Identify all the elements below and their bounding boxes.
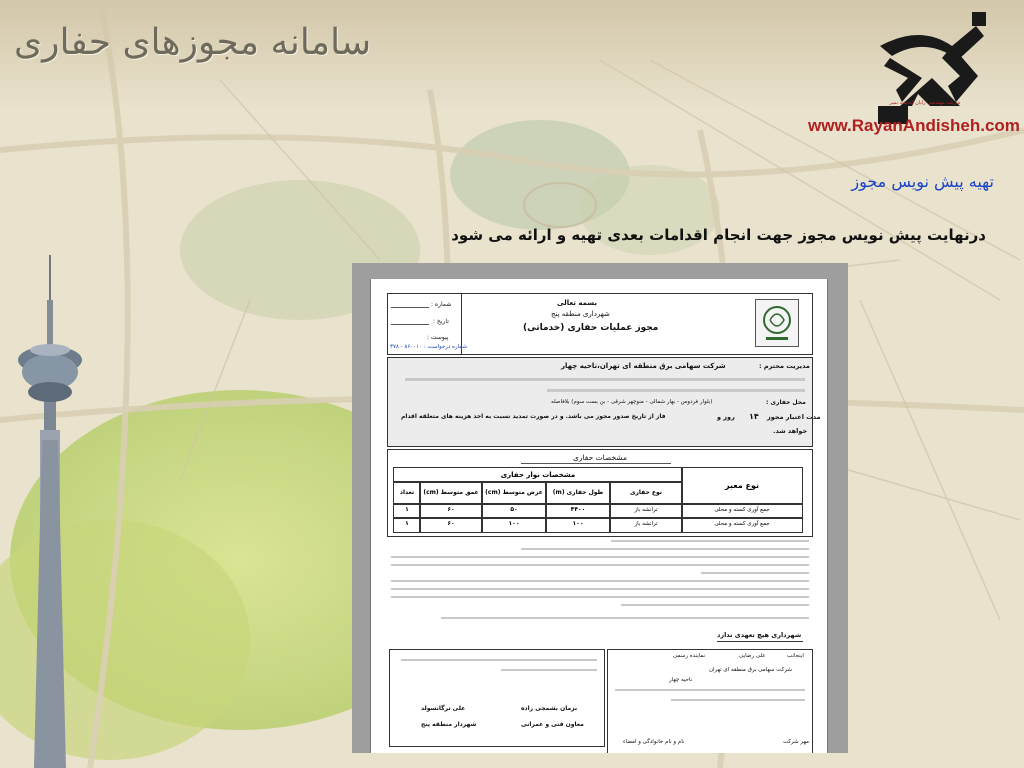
validity-end: خواهد شد. — [773, 427, 808, 435]
signature-box-right — [607, 649, 813, 753]
date-label: تاریخ : — [433, 318, 449, 325]
signer-role-1: معاون فنی و عمرانی — [521, 721, 584, 728]
text-line — [671, 699, 805, 701]
text-line — [391, 580, 809, 582]
form-title: مجوز عملیات حفاری (خدماتی) — [523, 323, 659, 333]
col-dig-type: نوع حفاری — [609, 481, 683, 505]
col-length: طول حفاری (m) — [545, 481, 611, 505]
signer-role-2: شهردار منطقه پنج — [421, 721, 477, 728]
tehran-municipality-emblem — [755, 299, 799, 347]
location-value: (بلوار فردوس - بهار شمالی - منوچهر شرقی - بن بست سوم) بلافاصله — [551, 399, 713, 405]
family-signature: نام و نام خانوادگی و امضاء — [623, 739, 685, 745]
text-line — [391, 596, 809, 598]
table-row-1-width: ۵۰ — [481, 503, 547, 519]
text-line — [701, 572, 809, 574]
validity-days: ۱۴ — [749, 412, 759, 421]
table-row-2-length: ۱۰۰ — [545, 517, 611, 533]
number-field-line — [391, 307, 429, 308]
table-row-2-depth: ۶۰ — [419, 517, 483, 533]
company-name: شرکت سهامی برق منطقه ای تهران — [709, 667, 792, 673]
table-row-2-width: ۱۰۰ — [481, 517, 547, 533]
text-line — [391, 564, 809, 566]
text-line — [547, 389, 805, 392]
municipality-name: شهرداری منطقه پنج — [551, 310, 610, 318]
slide-title: سامانه مجوزهای حفاری — [14, 22, 372, 63]
commitment-underline — [717, 641, 803, 642]
col-width: عرض متوسط (cm) — [481, 481, 547, 505]
company-url: www.RayanAndisheh.com — [808, 116, 1020, 135]
signature-box-left — [389, 649, 605, 747]
text-line — [521, 548, 809, 550]
specs-title-underline — [521, 463, 671, 464]
text-line — [391, 588, 809, 590]
signer-name-1: بزمان بشمجی زاده — [521, 705, 578, 712]
validity-unit: روز و — [717, 413, 735, 421]
table-row-1-length: ۴۴۰۰ — [545, 503, 611, 519]
col-count: تعداد — [393, 481, 421, 505]
col-depth: عمق متوسط (cm) — [419, 481, 483, 505]
district-name: ناحیه چهار — [669, 677, 693, 683]
logo-company-name: شرکت مهندسی رایان اندیشه نمیر — [889, 100, 961, 106]
text-line — [615, 689, 805, 691]
table-row-1-depth: ۶۰ — [419, 503, 483, 519]
permit-document-page — [370, 279, 828, 753]
table-row-1-count: ۱ — [393, 503, 421, 519]
request-number: شماره درخواست : ۸۶۰۰۱۰ - ۳۷۸ — [390, 344, 468, 350]
signer-name-2: علی ترگانسولد — [421, 705, 466, 712]
text-line — [621, 604, 809, 606]
text-line — [501, 669, 597, 671]
text-line — [611, 540, 809, 542]
table-row-1-route: جمع آوری کسته و محلی — [681, 503, 803, 519]
attachment-label: پیوست : — [427, 334, 449, 341]
section-title: تهیه پیش نویس مجوز — [851, 172, 994, 191]
table-row-2-count: ۱ — [393, 517, 421, 533]
date-field-line — [391, 324, 429, 325]
representative-role: نماینده رسمی — [673, 653, 706, 659]
location-label: محل حفاری : — [766, 399, 806, 406]
commitment-title: شهرداری هیچ تعهدی ندارد — [717, 631, 802, 639]
specs-title: مشخصات حفاری — [573, 453, 627, 462]
representative-name: علی رضایی — [739, 653, 766, 659]
number-label: شماره : — [431, 301, 452, 308]
table-row-2-type: ترانشه باز — [609, 517, 683, 533]
basmala: بسمه تعالی — [557, 299, 598, 307]
slide-subtitle: درنهایت پیش نویس مجوز جهت انجام اقدامات بعدی تهیه و ارائه می شود — [451, 226, 986, 244]
text-line — [405, 378, 805, 381]
route-type-header: نوع معبر — [681, 467, 803, 505]
trench-spec-header: مشخصات نوار حفاری — [393, 467, 683, 483]
table-row-2-route: جمع آوری کسته و محلی — [681, 517, 803, 533]
validity-text: فاز از تاریخ صدور مجوز می باشد. و در صورت تمدید نسبت به اخذ هزینه های متعلقه اقدام — [401, 413, 666, 420]
undersigned-label: اینجانب — [787, 653, 804, 659]
text-line — [441, 617, 809, 619]
text-line — [391, 556, 809, 558]
recipient-label: مدیریت محترم : — [759, 362, 810, 370]
text-line — [401, 659, 597, 661]
validity-label: مدت اعتبار مجوز — [767, 413, 821, 421]
recipient-name: شرکت سهامی برق منطقه ای تهران،ناحیه چهار — [561, 362, 726, 370]
permit-document-frame — [352, 263, 848, 753]
company-stamp: مهر شرکت — [783, 739, 809, 745]
table-row-1-type: ترانشه باز — [609, 503, 683, 519]
